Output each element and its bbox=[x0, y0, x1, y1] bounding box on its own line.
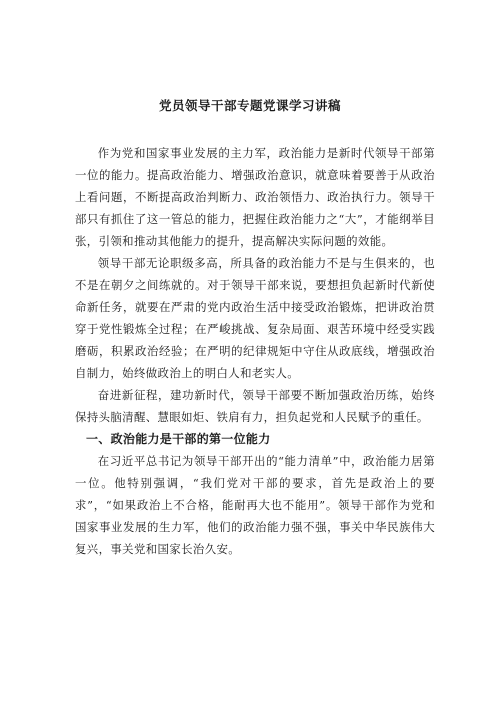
section-1-heading: 一、政治能力是干部的第一位能力 bbox=[86, 432, 271, 446]
intro-paragraph-2: 领导干部无论职级多高，所具备的政治能力不是与生俱来的，也不是在朝夕之间练就的。对于领导干部来说，要想担负起新时代新使命新任务，就要在严肃的党内政治生活中接受政治锻炼，把讲政治贯穿于党性锻炼全过程；在严峻挑战、复杂局面、艰苦环境中经受实践磨砺，积累政治经验；在严明的纪律规矩中守住从政底线，增强政治自制力，始终做政治上的明白人和老实人。 bbox=[75, 256, 435, 380]
intro-paragraph-3: 奋进新征程，建功新时代，领导干部要不断加强政治历练，始终保持头脑清醒、慧眼如炬、铁肩有力，担负起党和人民赋予的重任。 bbox=[75, 388, 435, 424]
section-1-paragraph: 在习近平总书记为领导干部开出的“能力清单”中，政治能力居第一位。他特别强调，“我们党对干部的要求，首先是政治上的要求”，“如果政治上不合格，能耐再大也不能用”。领导干部作为党和国家事业发展的生力军，他们的政治能力强不强，事关中华民族伟大复兴，事关党和国家长治久安。 bbox=[75, 454, 435, 556]
document-body bbox=[75, 142, 435, 560]
document-title: 党员领导干部专题党课学习讲稿 bbox=[158, 98, 341, 113]
intro-paragraph-1: 作为党和国家事业发展的主力军，政治能力是新时代领导干部第一位的能力。提高政治能力、增强政治意识，就意味着要善于从政治上看问题，不断提高政治判断力、政治领悟力、政治执行力。领导干部只有抓住了这一管总的能力，把握住政治能力之“大”，才能纲举目张，引领和推动其他能力的提升，提高解决实际问题的效能。 bbox=[75, 146, 435, 248]
